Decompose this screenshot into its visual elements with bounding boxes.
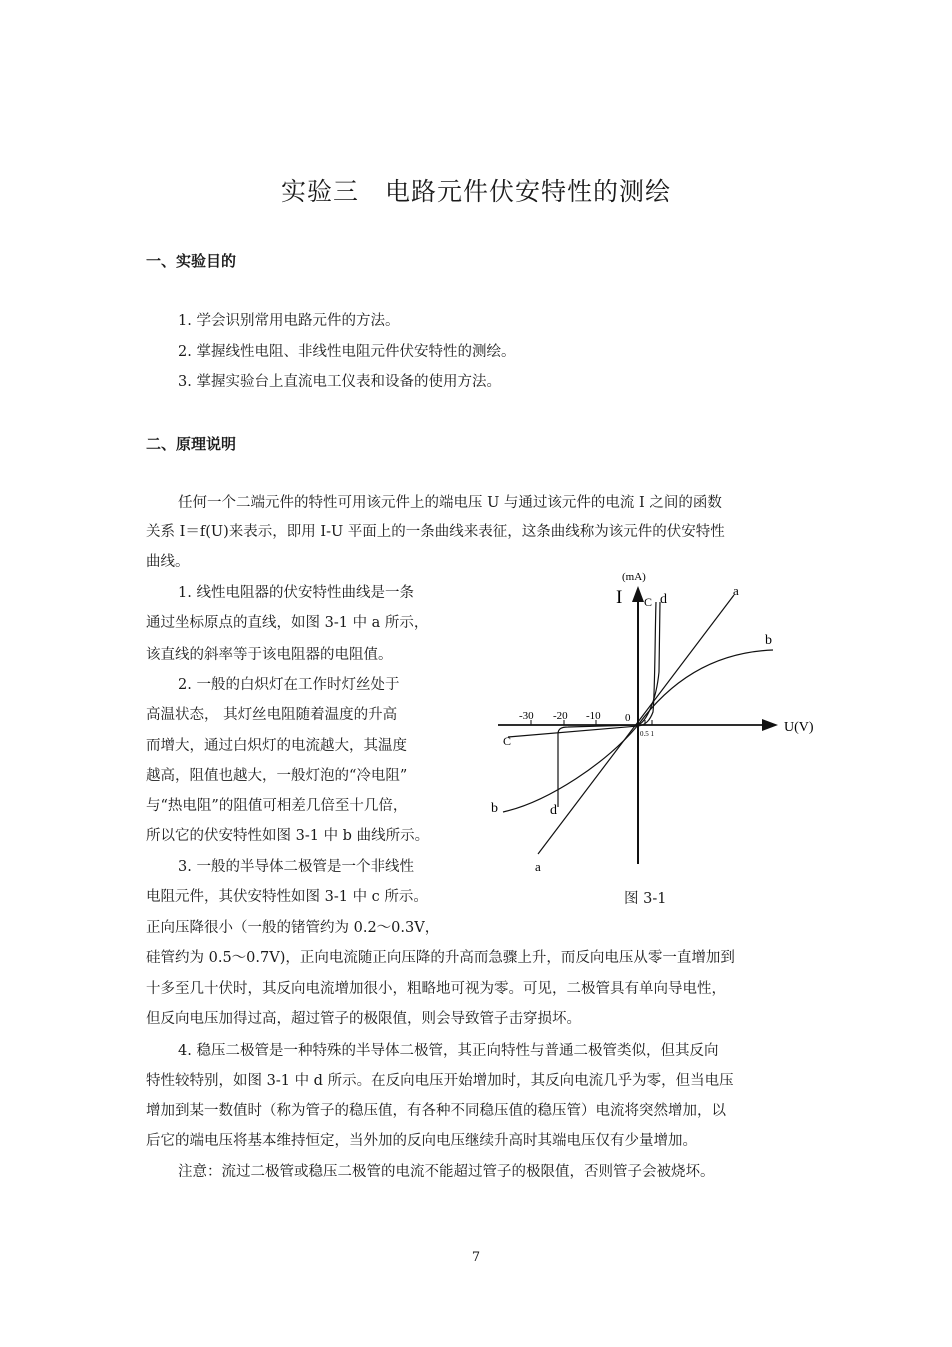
tick-label: -30 — [519, 710, 534, 722]
paragraph-line: 而增大，通过白炽灯的电流越大，其温度 — [146, 738, 407, 754]
paragraph-line: 后它的端电压将基本维持恒定，当外加的反向电压继续升高时其端电压仅有少量增加。 — [146, 1133, 697, 1149]
tick-label: 0.5 1 — [640, 730, 654, 738]
paragraph-line: 正向压降很小（一般的锗管约为 0.2～0.3V， — [146, 920, 440, 936]
list-item: 1. 学会识别常用电路元件的方法。 — [178, 313, 400, 329]
y-axis-arrow-icon — [632, 586, 644, 602]
list-item: 3. 掌握实验台上直流电工仪表和设备的使用方法。 — [178, 374, 501, 390]
y-axis-label: I — [616, 587, 623, 608]
curve-label-c: C — [503, 734, 512, 748]
paragraph-line: 硅管约为 0.5～0.7V)，正向电流随正向压降的升高而急骤上升，而反向电压从零一直增加到 — [146, 950, 735, 966]
curve-d — [558, 602, 660, 807]
y-unit-label: (mA) — [622, 571, 646, 583]
iv-characteristic-figure — [488, 562, 823, 882]
paragraph-line: 特性较特别，如图 3-1 中 d 所示。在反向电压开始增加时，其反向电流几乎为零，但当电压 — [146, 1073, 734, 1089]
paragraph-line: 曲线。 — [146, 554, 190, 570]
curve-label-d: d — [550, 803, 557, 818]
curve-label-d: d — [660, 592, 667, 607]
paragraph-line: 增加到某一数值时（称为管子的稳压值，有各种不同稳压值的稳压管）电流将突然增加，以 — [146, 1103, 726, 1119]
figure-caption: 图 3-1 — [624, 891, 667, 907]
paragraph-line: 3. 一般的半导体二极管是一个非线性 — [178, 859, 414, 875]
section-heading-principle: 二、原理说明 — [146, 435, 237, 453]
paragraph-line: 关系 I＝f(U)来表示，即用 I-U 平面上的一条曲线来表征，这条曲线称为该元件的伏安特性 — [146, 524, 725, 540]
paragraph-line: 通过坐标原点的直线，如图 3-1 中 a 所示， — [146, 615, 429, 631]
x-axis-arrow-icon — [762, 719, 778, 731]
curve-label-b: b — [491, 801, 498, 816]
paragraph-line: 越高，阻值也越大，一般灯泡的“冷电阻” — [146, 768, 408, 784]
curve-label-a: a — [733, 583, 739, 598]
curve-label-a: a — [535, 859, 541, 874]
origin-label: 0 — [625, 712, 631, 724]
page-title: 实验三 电路元件伏安特性的测绘 — [280, 177, 671, 206]
paragraph-line: 与“热电阻”的阻值可相差几倍至十几倍， — [146, 798, 408, 814]
paragraph-line: 但反向电压加得过高，超过管子的极限值，则会导致管子击穿损坏。 — [146, 1011, 581, 1027]
paragraph-line: 4. 稳压二极管是一种特殊的半导体二极管，其正向特性与普通二极管类似，但其反向 — [178, 1043, 719, 1059]
paragraph-line: 任何一个二端元件的特性可用该元件上的端电压 U 与通过该元件的电流 I 之间的函数 — [178, 495, 722, 511]
paragraph-line: 2. 一般的白炽灯在工作时灯丝处于 — [178, 677, 400, 693]
tick-label: -20 — [553, 710, 568, 722]
curve-label-c: C — [644, 595, 653, 609]
paragraph-line: 高温状态， 其灯丝电阻随着温度的升高 — [146, 707, 398, 723]
paragraph-line: 1. 线性电阻器的伏安特性曲线是一条 — [178, 585, 414, 601]
paragraph-line: 电阻元件，其伏安特性如图 3-1 中 c 所示。 — [146, 889, 428, 905]
x-axis-label: U(V) — [784, 720, 814, 735]
curve-label-b: b — [765, 633, 772, 648]
list-item: 2. 掌握线性电阻、非线性电阻元件伏安特性的测绘。 — [178, 344, 516, 360]
paragraph-line: 十多至几十伏时，其反向电流增加很小，粗略地可视为零。可见，二极管具有单向导电性， — [146, 981, 726, 997]
note-line: 注意：流过二极管或稳压二极管的电流不能超过管子的极限值，否则管子会被烧坏。 — [178, 1164, 715, 1180]
page-number: 7 — [471, 1250, 481, 1265]
paragraph-line: 该直线的斜率等于该电阻器的电阻值。 — [146, 647, 393, 663]
tick-label: -10 — [586, 710, 601, 722]
section-heading-purpose: 一、实验目的 — [146, 252, 237, 270]
paragraph-line: 所以它的伏安特性如图 3-1 中 b 曲线所示。 — [146, 828, 430, 844]
